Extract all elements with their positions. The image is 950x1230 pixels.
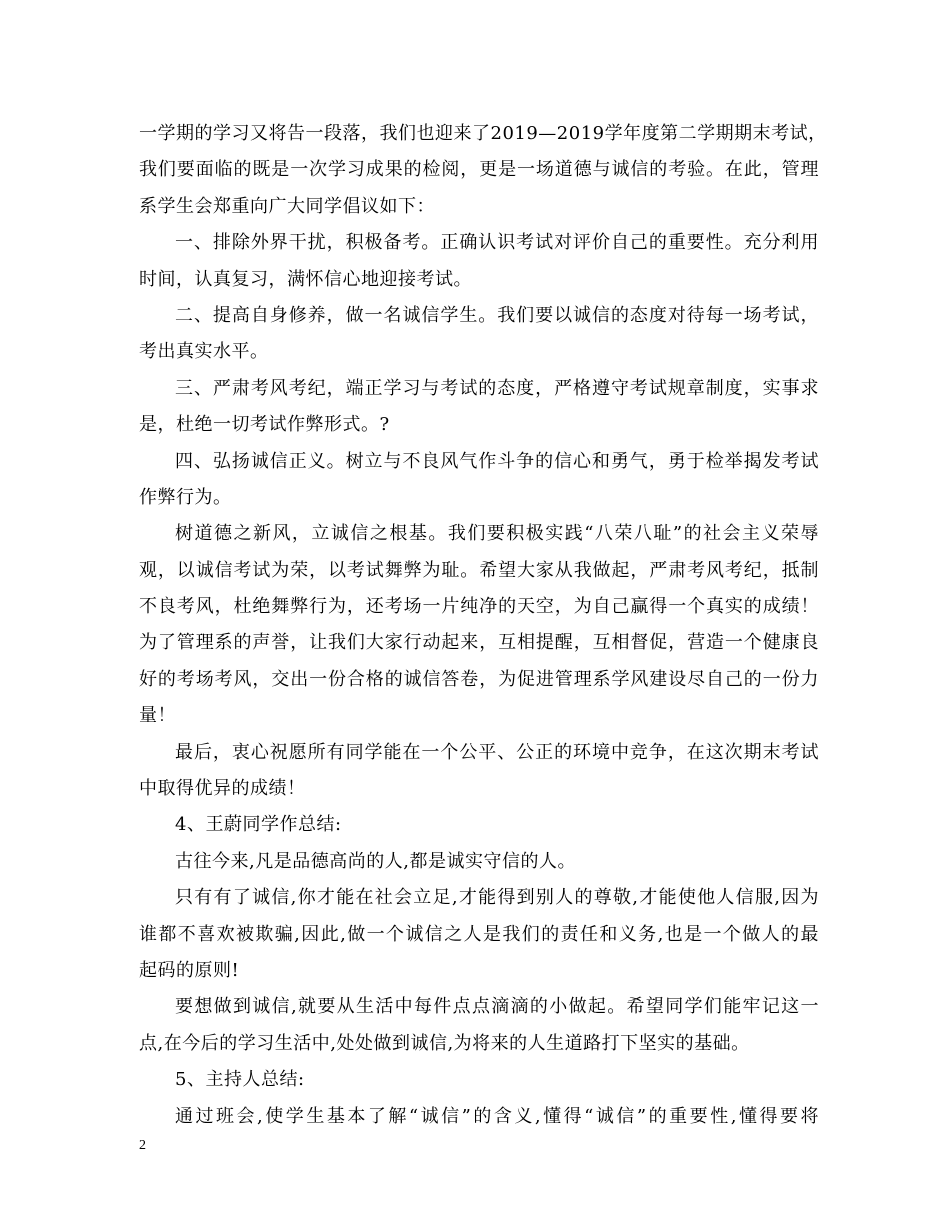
text-line: 观，以诚信考试为荣，以考试舞弊为耻。希望大家从我做起，严肃考风考纪，抵制 (139, 559, 819, 581)
text-line: 要想做到诚信,就要从生活中每件点点滴滴的小做起。希望同学们能牢记这一 (175, 996, 819, 1018)
text-line: 古往今来,凡是品德高尚的人,都是诚实守信的人。 (175, 850, 576, 872)
page-number: 2 (139, 1138, 146, 1153)
text-line: 中取得优异的成绩！ (139, 778, 306, 800)
text-line: 为了管理系的声誉，让我们大家行动起来，互相提醒，互相督促，营造一个健康良 (139, 632, 819, 654)
text-line: 点,在今后的学习生活中,处处做到诚信,为将来的人生道路打下坚实的基础。 (139, 1032, 750, 1054)
text-line: 是，杜绝一切考试作弊形式。? (139, 414, 390, 436)
text-line: 时间，认真复习，满怀信心地迎接考试。 (139, 268, 472, 290)
text-line: 只有有了诚信,你才能在社会立足,才能得到别人的尊敬,才能使他人信服,因为 (175, 887, 819, 909)
text-line: 作弊行为。 (139, 486, 232, 508)
text-line: 我们要面临的既是一次学习成果的检阅，更是一场道德与诚信的考验。在此，管理 (139, 159, 819, 181)
text-line: 考出真实水平。 (139, 341, 269, 363)
text-line: 4、王蔚同学作总结: (175, 814, 342, 836)
text-line: 不良考风，杜绝舞弊行为，还考场一片纯净的天空，为自己赢得一个真实的成绩！ (139, 596, 819, 618)
text-line: 好的考场考风，交出一份合格的诚信答卷，为促进管理系学风建设尽自己的一份力 (139, 668, 819, 690)
text-line: 量！ (139, 705, 176, 727)
text-line: 二、提高自身修养，做一名诚信学生。我们要以诚信的态度对待每一场考试， (175, 304, 819, 326)
document-body (139, 116, 827, 1135)
text-line: 系学生会郑重向广大同学倡议如下： (139, 195, 435, 217)
text-line: 5、主持人总结: (175, 1069, 305, 1091)
text-line: 三、严肃考风考纪，端正学习与考试的态度，严格遵守考试规章制度，实事求 (175, 377, 819, 399)
text-line: 通过班会,使学生基本了解“诚信”的含义,懂得“诚信”的重要性,懂得要将 (175, 1105, 819, 1127)
text-line: 四、弘扬诚信正义。树立与不良风气作斗争的信心和勇气，勇于检举揭发考试 (175, 450, 819, 472)
text-line: 树道德之新风，立诚信之根基。我们要积极实践“八荣八耻”的社会主义荣辱 (175, 523, 819, 545)
text-line: 一、排除外界干扰，积极备考。正确认识考试对评价自己的重要性。充分利用 (175, 232, 819, 254)
text-line: 一学期的学习又将告一段落，我们也迎来了2019—2019学年度第二学期期末考试， (139, 123, 827, 144)
text-line: 起码的原则! (139, 959, 240, 981)
text-line: 最后，衷心祝愿所有同学能在一个公平、公正的环境中竞争，在这次期末考试 (175, 741, 819, 763)
text-line: 谁都不喜欢被欺骗,因此,做一个诚信之人是我们的责任和义务,也是一个做人的最 (139, 923, 819, 945)
